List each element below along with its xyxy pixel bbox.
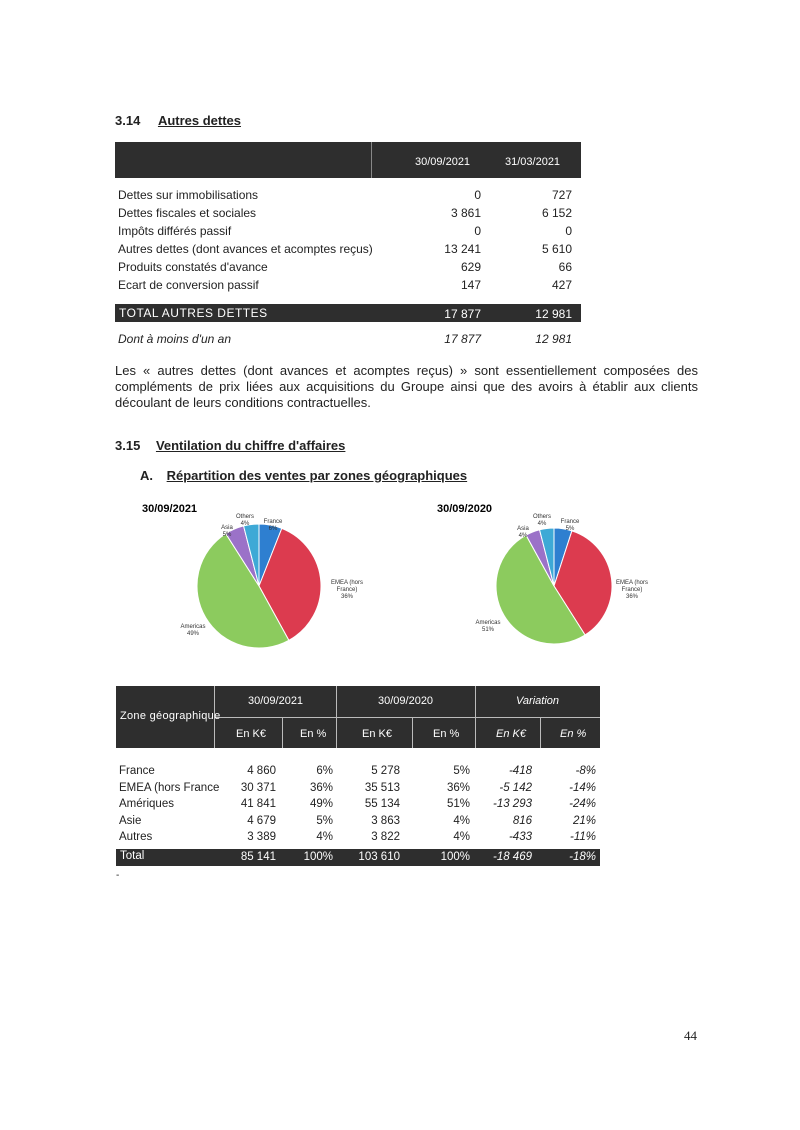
row-value: 727 xyxy=(551,188,572,202)
zone-label: EMEA (hors France xyxy=(119,781,220,794)
total-cell: 103 610 xyxy=(358,851,400,863)
row-value: 5 610 xyxy=(541,242,572,256)
sub-label: Dont à moins d'un an xyxy=(118,332,232,346)
cell-value: 4% xyxy=(453,814,470,827)
cell-value: 4 860 xyxy=(247,765,276,777)
table-row xyxy=(115,258,581,276)
cell-value: 4 679 xyxy=(247,814,276,827)
autres-dettes-table xyxy=(115,186,581,294)
total-cell: -18% xyxy=(569,851,596,863)
column-header: 30/09/2021 xyxy=(415,156,471,168)
row-value: 3 861 xyxy=(450,206,481,220)
row-value: 427 xyxy=(551,278,572,292)
subheader: En % xyxy=(560,728,587,740)
pie-label: EMEA (hors France) 36% xyxy=(615,580,649,600)
row-label: Dettes sur immobilisations xyxy=(118,188,259,202)
zone-label: Autres xyxy=(119,831,153,843)
section-title: Autres dettes xyxy=(157,113,242,128)
row-label: Autres dettes (dont avances et acomptes reçus) xyxy=(118,242,373,256)
row-value: 6 152 xyxy=(541,206,572,220)
pie-label: Others 4% xyxy=(532,514,552,527)
row-value: 0 xyxy=(474,224,481,238)
section-number: 3.15 xyxy=(115,438,141,453)
cell-value: -11% xyxy=(570,831,596,843)
cell-value: 4% xyxy=(316,831,333,843)
pie-label: France 5% xyxy=(560,519,580,532)
total-value: 17 877 xyxy=(444,307,481,321)
page-number: 44 xyxy=(684,1028,697,1043)
table-row xyxy=(115,186,581,204)
pie-label: EMEA (hors France) 36% xyxy=(330,580,364,600)
subsection-title: Répartition des ventes par zones géographiques xyxy=(166,468,468,483)
total-cell: 85 141 xyxy=(240,851,276,863)
cell-value: 36% xyxy=(446,781,470,794)
zone-label: Amériques xyxy=(119,798,174,810)
table-header-bar xyxy=(115,142,581,178)
pie-title: 30/09/2020 xyxy=(437,503,493,515)
section-heading-314 xyxy=(115,113,241,128)
total-value: 12 981 xyxy=(535,307,572,321)
cell-value: -5 142 xyxy=(499,781,532,794)
pie-title: 30/09/2021 xyxy=(142,503,198,515)
row-value: 13 241 xyxy=(444,242,481,256)
period-header: 30/09/2020 xyxy=(378,695,434,707)
subheader: En K€ xyxy=(496,728,526,740)
column-header: 31/03/2021 xyxy=(505,156,561,168)
section-heading-315 xyxy=(115,438,345,453)
cell-value: 51% xyxy=(446,798,470,810)
column-divider xyxy=(371,142,372,178)
cell-value: 5 278 xyxy=(371,765,400,777)
table-row xyxy=(115,222,581,240)
cell-value: 49% xyxy=(309,798,333,810)
pie-label: France 6% xyxy=(263,519,283,532)
section-title: Ventilation du chiffre d'affaires xyxy=(155,438,346,453)
subsection-letter: A. xyxy=(140,468,153,483)
header-divider xyxy=(412,718,413,748)
pie-label: Asia 5% xyxy=(221,525,233,538)
cell-value: 3 863 xyxy=(371,814,400,827)
row-label: Ecart de conversion passif xyxy=(118,278,259,292)
sub-row xyxy=(115,332,581,350)
cell-value: 5% xyxy=(453,765,470,777)
pie-label: Asia 4% xyxy=(517,526,529,539)
pie-label: Americas 49% xyxy=(180,624,206,637)
total-cell: 100% xyxy=(440,851,470,863)
table-row xyxy=(115,276,581,294)
row-value: 629 xyxy=(460,260,481,274)
cell-value: -24% xyxy=(569,798,596,810)
dash-mark: - xyxy=(116,870,120,881)
cell-value: 3 389 xyxy=(247,831,276,843)
row-value: 0 xyxy=(474,188,481,202)
row-label: Produits constatés d'avance xyxy=(118,260,268,274)
table-row xyxy=(115,240,581,258)
total-label: TOTAL AUTRES DETTES xyxy=(119,306,268,320)
subheader: En K€ xyxy=(362,728,392,740)
zone-label: France xyxy=(119,765,155,777)
zone-header: Zone géographique xyxy=(120,710,221,722)
cell-value: 3 822 xyxy=(371,831,400,843)
cell-value: 816 xyxy=(512,814,532,827)
header-line xyxy=(214,717,600,718)
header-divider xyxy=(475,686,476,748)
cell-value: 30 371 xyxy=(240,781,276,794)
pie-label: Others 4% xyxy=(235,514,255,527)
subsection-heading xyxy=(140,468,467,483)
total-cell: 100% xyxy=(303,851,333,863)
pie-charts xyxy=(0,495,800,670)
cell-value: 6% xyxy=(316,765,333,777)
row-label: Impôts différés passif xyxy=(118,224,232,238)
subheader: En % xyxy=(300,728,327,740)
sub-value: 12 981 xyxy=(535,332,572,346)
cell-value: -418 xyxy=(508,765,532,777)
table-row xyxy=(115,204,581,222)
cell-value: -14% xyxy=(569,781,596,794)
total-cell: -18 469 xyxy=(492,851,532,863)
row-value: 147 xyxy=(460,278,481,292)
cell-value: 36% xyxy=(309,781,333,794)
row-label: Dettes fiscales et sociales xyxy=(118,206,257,220)
cell-value: 41 841 xyxy=(240,798,276,810)
cell-value: -8% xyxy=(575,765,596,777)
period-header: Variation xyxy=(516,695,560,707)
cell-value: 4% xyxy=(453,831,470,843)
cell-value: 35 513 xyxy=(364,781,400,794)
pie-label: Americas 51% xyxy=(475,620,501,633)
header-divider xyxy=(282,718,283,748)
paragraph: Les « autres dettes (dont avances et acomptes reçus) » sont essentiellement composées des compléments de prix liées aux acquisitions du Groupe ainsi que des avoirs à établir aux clients découlant de leurs conditions contractuelles. xyxy=(115,363,698,410)
zone-label: Asie xyxy=(119,814,142,827)
period-header: 30/09/2021 xyxy=(248,695,304,707)
cell-value: 21% xyxy=(572,814,596,827)
cell-value: -13 293 xyxy=(492,798,532,810)
cell-value: -433 xyxy=(508,831,532,843)
cell-value: 5% xyxy=(316,814,333,827)
header-divider xyxy=(336,686,337,748)
cell-value: 55 134 xyxy=(364,798,400,810)
total-label: Total xyxy=(120,850,145,862)
row-value: 0 xyxy=(565,224,572,238)
section-number: 3.14 xyxy=(115,113,141,128)
total-row xyxy=(115,304,581,322)
subheader: En K€ xyxy=(236,728,266,740)
sub-value: 17 877 xyxy=(444,332,481,346)
subheader: En % xyxy=(433,728,460,740)
row-value: 66 xyxy=(558,260,572,274)
header-divider xyxy=(540,718,541,748)
